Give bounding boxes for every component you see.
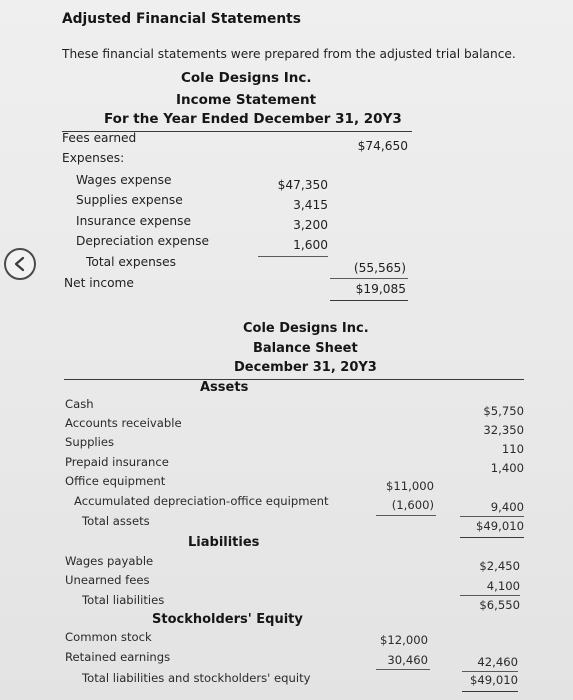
liabilities-header: Liabilities bbox=[188, 535, 260, 550]
insurance-expense-value: 3,200 bbox=[293, 218, 328, 232]
total-liabilities-equity-rule bbox=[462, 691, 518, 692]
accumulated-depreciation-label: Accumulated depreciation-office equipment bbox=[74, 494, 329, 508]
total-assets-label: Total assets bbox=[82, 514, 150, 528]
bs-title: Balance Sheet bbox=[253, 341, 358, 356]
supplies-value: 110 bbox=[501, 442, 524, 456]
retained-earnings-value: 30,460 bbox=[387, 653, 428, 667]
retained-earnings-label: Retained earnings bbox=[65, 650, 171, 664]
equity-sum-value: 42,460 bbox=[477, 655, 518, 669]
cash-label: Cash bbox=[65, 397, 94, 411]
back-button[interactable] bbox=[4, 248, 36, 280]
office-equipment-label: Office equipment bbox=[65, 474, 166, 488]
assets-header: Assets bbox=[200, 380, 249, 395]
office-equipment-net-value: 9,400 bbox=[490, 500, 524, 514]
bs-company: Cole Designs Inc. bbox=[243, 321, 369, 336]
net-income-rule bbox=[330, 300, 408, 301]
wages-expense-value: $47,350 bbox=[277, 178, 328, 192]
unearned-fees-value: 4,100 bbox=[486, 579, 520, 593]
total-liabilities-equity-value: $49,010 bbox=[470, 673, 518, 687]
is-period: For the Year Ended December 31, 20Y3 bbox=[104, 111, 402, 127]
is-title: Income Statement bbox=[176, 92, 317, 108]
total-expenses-value: (55,565) bbox=[353, 261, 406, 275]
wages-payable-label: Wages payable bbox=[65, 554, 154, 568]
equity-header: Stockholders' Equity bbox=[152, 612, 303, 627]
accounts-receivable-label: Accounts receivable bbox=[65, 416, 182, 430]
total-expenses-label: Total expenses bbox=[86, 255, 176, 269]
accumulated-depreciation-value: (1,600) bbox=[391, 498, 434, 512]
expenses-subtotal-rule bbox=[258, 256, 328, 257]
insurance-expense-label: Insurance expense bbox=[76, 214, 191, 228]
total-assets-rule bbox=[460, 537, 524, 538]
liabilities-subtotal-rule bbox=[460, 595, 520, 596]
common-stock-label: Common stock bbox=[65, 630, 152, 644]
total-expenses-rule bbox=[330, 278, 408, 279]
total-liabilities-value: $6,550 bbox=[479, 598, 520, 612]
assets-subtotal-rule bbox=[460, 516, 524, 517]
prepaid-insurance-value: 1,400 bbox=[490, 461, 524, 475]
unearned-fees-label: Unearned fees bbox=[65, 573, 150, 587]
depreciation-expense-label: Depreciation expense bbox=[76, 234, 209, 248]
total-liabilities-equity-label: Total liabilities and stockholders' equity bbox=[82, 671, 311, 685]
bs-date: December 31, 20Y3 bbox=[234, 360, 377, 375]
depreciation-expense-value: 1,600 bbox=[293, 238, 328, 252]
expenses-label: Expenses: bbox=[62, 151, 125, 165]
fees-earned-label: Fees earned bbox=[62, 131, 137, 145]
prepaid-insurance-label: Prepaid insurance bbox=[65, 455, 169, 469]
total-liabilities-label: Total liabilities bbox=[82, 593, 165, 607]
wages-expense-label: Wages expense bbox=[76, 173, 172, 187]
equity-sum-rule bbox=[462, 671, 518, 672]
intro-text: These financial statements were prepared from the adjusted trial balance. bbox=[62, 47, 516, 61]
page-title: Adjusted Financial Statements bbox=[62, 11, 301, 27]
supplies-expense-label: Supplies expense bbox=[76, 193, 183, 207]
chevron-left-icon bbox=[13, 256, 27, 272]
total-assets-value: $49,010 bbox=[476, 519, 524, 533]
common-stock-value: $12,000 bbox=[380, 633, 428, 647]
equipment-subtotal-rule bbox=[376, 515, 436, 516]
net-income-label: Net income bbox=[64, 276, 134, 290]
is-company: Cole Designs Inc. bbox=[181, 70, 312, 86]
office-equipment-value: $11,000 bbox=[386, 479, 434, 493]
net-income-value: $19,085 bbox=[355, 282, 406, 296]
supplies-label: Supplies bbox=[65, 435, 115, 449]
accounts-receivable-value: 32,350 bbox=[483, 423, 524, 437]
fees-earned-value: $74,650 bbox=[357, 139, 408, 153]
cash-value: $5,750 bbox=[483, 404, 524, 418]
wages-payable-value: $2,450 bbox=[479, 559, 520, 573]
equity-subtotal-rule bbox=[376, 669, 430, 670]
bs-header-rule bbox=[64, 379, 524, 380]
supplies-expense-value: 3,415 bbox=[293, 198, 328, 212]
